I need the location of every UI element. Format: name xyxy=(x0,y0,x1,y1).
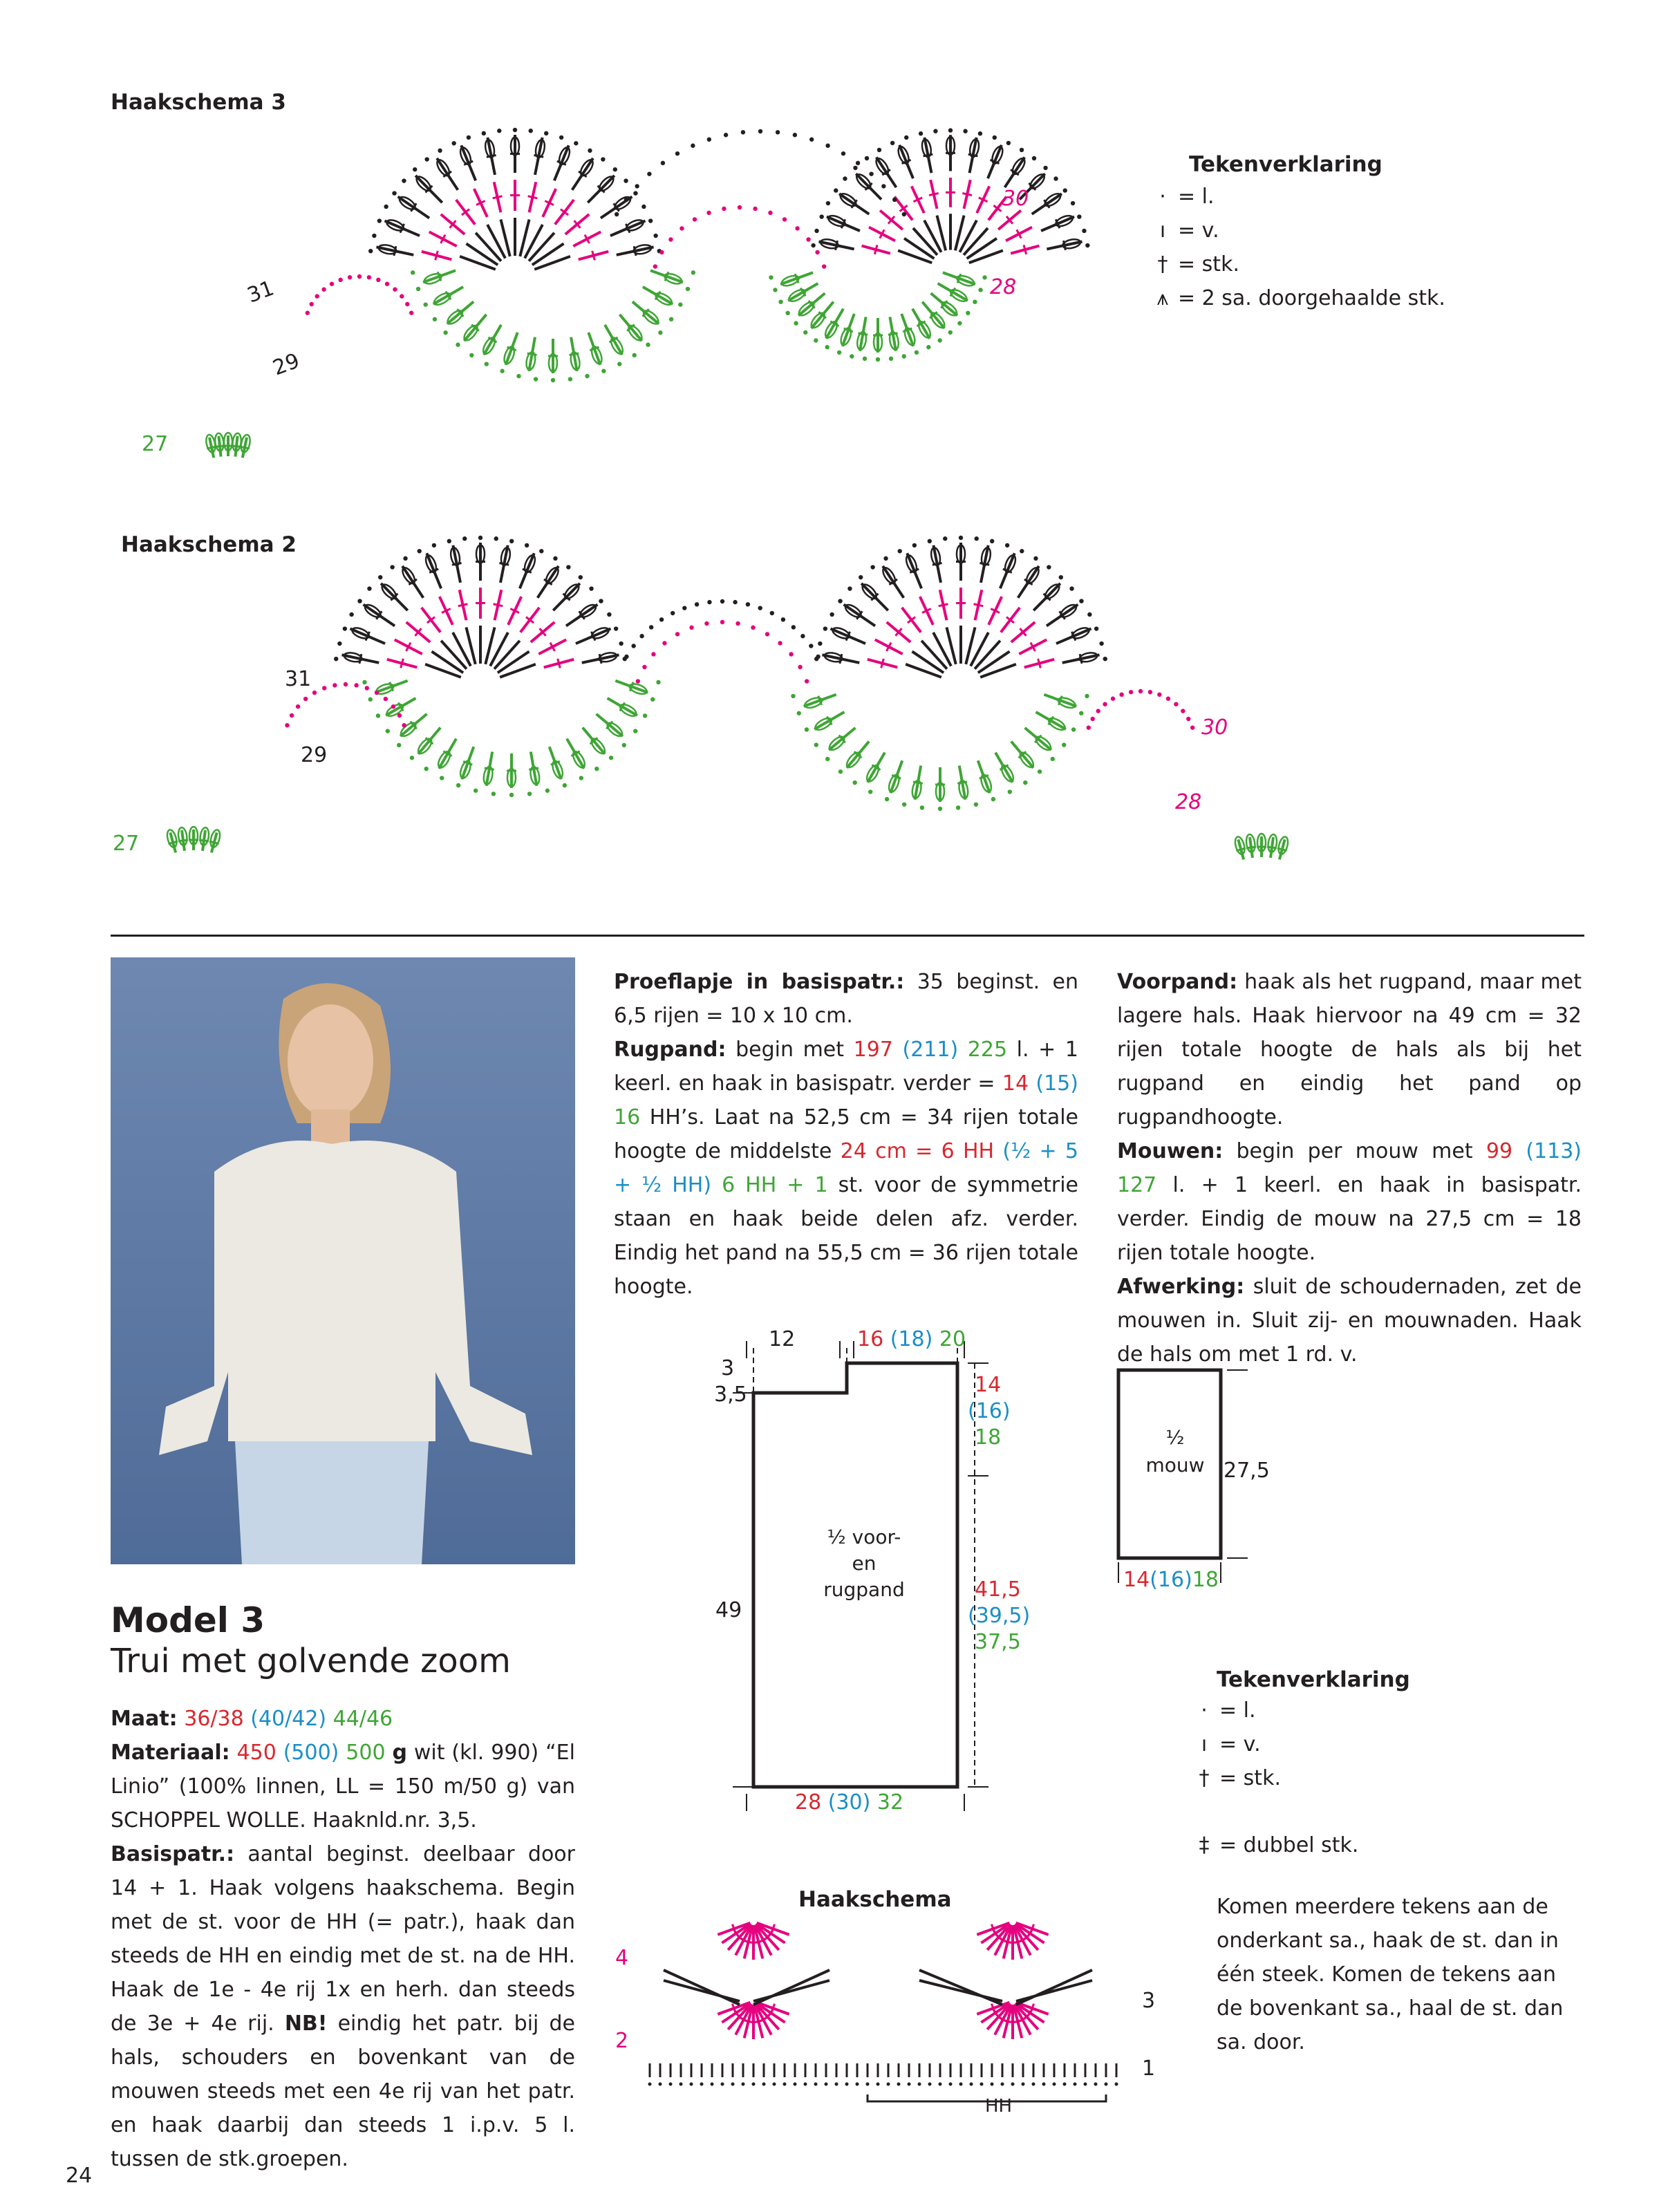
base-chain-dot xyxy=(1011,2083,1015,2086)
base-chain-dot xyxy=(970,2083,973,2086)
base-chain-dot xyxy=(794,2083,797,2086)
schema-small-row-1: 1 xyxy=(1142,2056,1156,2081)
body-label: ½ voor- en rugpand xyxy=(823,1526,905,1601)
rug-line: Rugpand: begin met 197 (211) 225 l. + 1 keerl. en haak in basispatr. verder = 14 (15) 16 HH’s. Laat na 52,5 cm = 34 rijen totale hoogte de middelste 24 cm = 6 HH (½ + 5 + ½ HH) 6 HH + 1 st. voor de symmetrie staan en haak beide delen afz. verder. Eindig het pand na 55,5 cm = 36 rijen totale hoogte. xyxy=(614,1038,1078,1299)
afw-line: Afwerking: sluit de schoudernaden, zet de mouwen in. Sluit zij- en mouwnaden. Haak de hals om met 1 rd. v. xyxy=(1117,1275,1582,1367)
double-stitch-mark xyxy=(753,1980,830,2001)
base-chain-dot xyxy=(700,2083,704,2086)
base-chain-dot xyxy=(1022,2083,1025,2086)
schema3-row-31: 31 xyxy=(244,276,278,308)
chain-dot-icon: · xyxy=(1201,1698,1208,1723)
base-chain-dot xyxy=(731,2083,735,2086)
body-left-height: 49 xyxy=(715,1598,742,1622)
legend-top-item: · = l. xyxy=(1147,180,1445,214)
model-subtitle: Trui met golvende zoom xyxy=(111,1642,511,1680)
legend-bottom-item: † = stk. xyxy=(1189,1761,1576,1795)
base-chain-dot xyxy=(939,2083,942,2086)
double-treble-icon: ‡ xyxy=(1199,1833,1210,1857)
base-chain-dot xyxy=(897,2083,901,2086)
legend-bottom-note: Komen meerdere tekens aan de onderkant sa., haak de st. dan in één steek. Komen de tekens aan de bovenkant sa., haal de st. dan sa. door. xyxy=(1217,1895,1564,2054)
base-chain-dot xyxy=(825,2083,828,2086)
base-chain-dot xyxy=(1053,2083,1056,2086)
base-chain-dot xyxy=(928,2083,932,2086)
base-chain-dot xyxy=(1094,2083,1098,2086)
base-chain-dot xyxy=(1084,2083,1087,2086)
base-chain-dot xyxy=(918,2083,921,2086)
body-neck-a: 3 xyxy=(721,1356,735,1380)
schema2-row-29: 29 xyxy=(301,743,328,767)
body-low-a: 41,5 xyxy=(975,1577,1021,1602)
base-chain-dot xyxy=(804,2083,807,2086)
legend-bottom-item: · = l. xyxy=(1189,1694,1576,1727)
schema-small-row-3: 3 xyxy=(1142,1989,1156,2013)
body-top-right: 16 (18) 20 xyxy=(857,1327,966,1351)
base-chain-dot xyxy=(887,2083,890,2086)
double-stitch-mark xyxy=(664,1980,740,2001)
chain-dot xyxy=(1186,717,1190,721)
slip-stitch-icon: ı xyxy=(1159,218,1166,243)
proef-line: Proeflapje in basispatr.: 35 beginst. en 6,5 rijen = 10 x 10 cm. xyxy=(614,970,1078,1028)
schema-small-row-2: 2 xyxy=(615,2029,629,2053)
sleeve-label: ½ mouw xyxy=(1145,1426,1205,1477)
schema-small-title: Haakschema xyxy=(798,1887,952,1912)
schema-small-hh: HH xyxy=(985,2096,1013,2117)
schema2-row-30: 30 xyxy=(1201,715,1228,740)
body-bottom: 28 (30) 32 xyxy=(795,1790,904,1815)
material-line: Materiaal: 450 (500) 500 g wit (kl. 990) “El Linio” (100% linnen, LL = 150 m/50 g) van SCHOPPEL WOLLE. Haaknld.nr. 3,5. xyxy=(111,1741,575,1833)
base-chain-dot xyxy=(980,2083,984,2086)
body-low-b: (39,5) xyxy=(968,1604,1031,1628)
base-chain-dot xyxy=(1115,2083,1118,2086)
sleeve-height: 27,5 xyxy=(1224,1459,1270,1483)
base-chain-dot xyxy=(877,2083,880,2086)
chain-dot xyxy=(1181,709,1185,713)
base-chain-dot xyxy=(866,2083,870,2086)
body-neck-b: 3,5 xyxy=(714,1382,747,1407)
cluster-icon: ⩚ xyxy=(1156,286,1169,310)
page-number: 24 xyxy=(66,2164,93,2188)
basis-line: Basispatr.: aantal beginst. deelbaar door 14 + 1. Haak volgens haakschema. Begin met de st. voor de HH (= patr.), haak dan steeds de HH en eindig met de st. na de HH. Haak de 1e - 4e rij 1x en herh. dan steeds de 3e + 4e rij. NB! eindig het patr. bij de hals, schouders en bovenkant van de mouwen steeds met een 4e rij van het patr. en haak daarbij dan steeds 1 i.p.v. 5 l. tussen de stk.groepen. xyxy=(111,1842,575,2171)
schema-small-row-4: 4 xyxy=(615,1946,629,1970)
schema3-row-29: 29 xyxy=(270,348,303,381)
treble-icon: † xyxy=(1199,1766,1210,1790)
base-chain-dot xyxy=(856,2083,859,2086)
base-chain-dot xyxy=(1001,2083,1004,2086)
schema3-row-28: 28 xyxy=(990,275,1017,299)
legend-bottom xyxy=(1175,1667,1576,2059)
base-chain-dot xyxy=(1105,2083,1108,2086)
body-low-c: 37,5 xyxy=(975,1630,1021,1654)
base-chain-dot xyxy=(949,2083,953,2086)
legend-top-item: † = stk. xyxy=(1147,247,1445,281)
base-chain-dot xyxy=(1063,2083,1067,2086)
schema2-row-28: 28 xyxy=(1175,790,1202,814)
body-side-b: (16) xyxy=(968,1399,1011,1423)
base-chain-dot xyxy=(690,2083,693,2086)
body-top-left: 12 xyxy=(769,1327,796,1351)
double-stitch-mark xyxy=(1016,1980,1092,2001)
legend-top-item: ⩚ = 2 sa. doorgehaalde stk. xyxy=(1147,281,1445,315)
base-chain-dot xyxy=(679,2083,683,2086)
base-chain-dot xyxy=(1074,2083,1077,2086)
base-chain-dot xyxy=(1032,2083,1035,2086)
base-chain-dot xyxy=(814,2083,818,2086)
base-chain-dot xyxy=(991,2083,994,2086)
body-side-a: 14 xyxy=(975,1373,1002,1397)
size-line: Maat: 36/38 (40/42) 44/46 xyxy=(111,1707,393,1731)
mouw-line: Mouwen: begin per mouw met 99 (113) 127 l. + 1 keerl. en haak in basispatr. verder. Eindig de mouw na 27,5 cm = 18 rijen totale hoogte. xyxy=(1117,1139,1582,1265)
base-chain-dot xyxy=(835,2083,838,2086)
double-stitch-mark xyxy=(919,1980,1002,2001)
base-chain-dot xyxy=(783,2083,787,2086)
base-chain-dot xyxy=(762,2083,766,2086)
base-chain-dot xyxy=(711,2083,714,2086)
base-chain-dot xyxy=(669,2083,673,2086)
chain-dot xyxy=(1190,725,1194,729)
body-side-c: 18 xyxy=(975,1425,1002,1450)
legend-top-item: ı = v. xyxy=(1147,214,1445,247)
base-chain-dot xyxy=(908,2083,911,2086)
schema2-row-31: 31 xyxy=(285,667,312,691)
slip-stitch-icon: ı xyxy=(1201,1732,1208,1756)
sleeve-width: 14(16)18 xyxy=(1123,1568,1219,1592)
treble-icon: † xyxy=(1157,252,1168,276)
chain-dot-icon: · xyxy=(1159,185,1166,209)
schema3-row-30: 30 xyxy=(1002,187,1029,211)
legend-bottom-item: ‡ = dubbel stk. xyxy=(1189,1828,1576,1862)
base-chain-dot xyxy=(959,2083,963,2086)
schema2-row-27: 27 xyxy=(113,832,140,856)
base-chain-dot xyxy=(773,2083,776,2086)
model-title: Model 3 xyxy=(111,1600,265,1640)
schema2-title: Haakschema 2 xyxy=(121,532,297,557)
base-chain-dot xyxy=(1042,2083,1046,2086)
legend-bottom-title: Tekenverklaring xyxy=(1217,1667,1410,1692)
schema3-title: Haakschema 3 xyxy=(111,90,286,115)
base-chain-dot xyxy=(659,2083,662,2086)
base-chain-dot xyxy=(845,2083,849,2086)
schema3-row-27: 27 xyxy=(142,432,169,456)
legend-top-title: Tekenverklaring xyxy=(1189,152,1382,177)
legend-bottom-item: ı = v. xyxy=(1189,1727,1576,1761)
base-chain-dot xyxy=(721,2083,724,2086)
voor-line: Voorpand: haak als het rugpand, maar met lagere hals. Haak hiervoor na 49 cm = 32 rijen totale hoogte de hals als bij het rugpand en eindig het pand op rugpandhoogte. xyxy=(1117,970,1582,1130)
right-text xyxy=(1117,965,1582,1371)
base-chain-dot xyxy=(752,2083,756,2086)
base-chain-dot xyxy=(742,2083,745,2086)
base-chain-dot xyxy=(648,2083,652,2086)
